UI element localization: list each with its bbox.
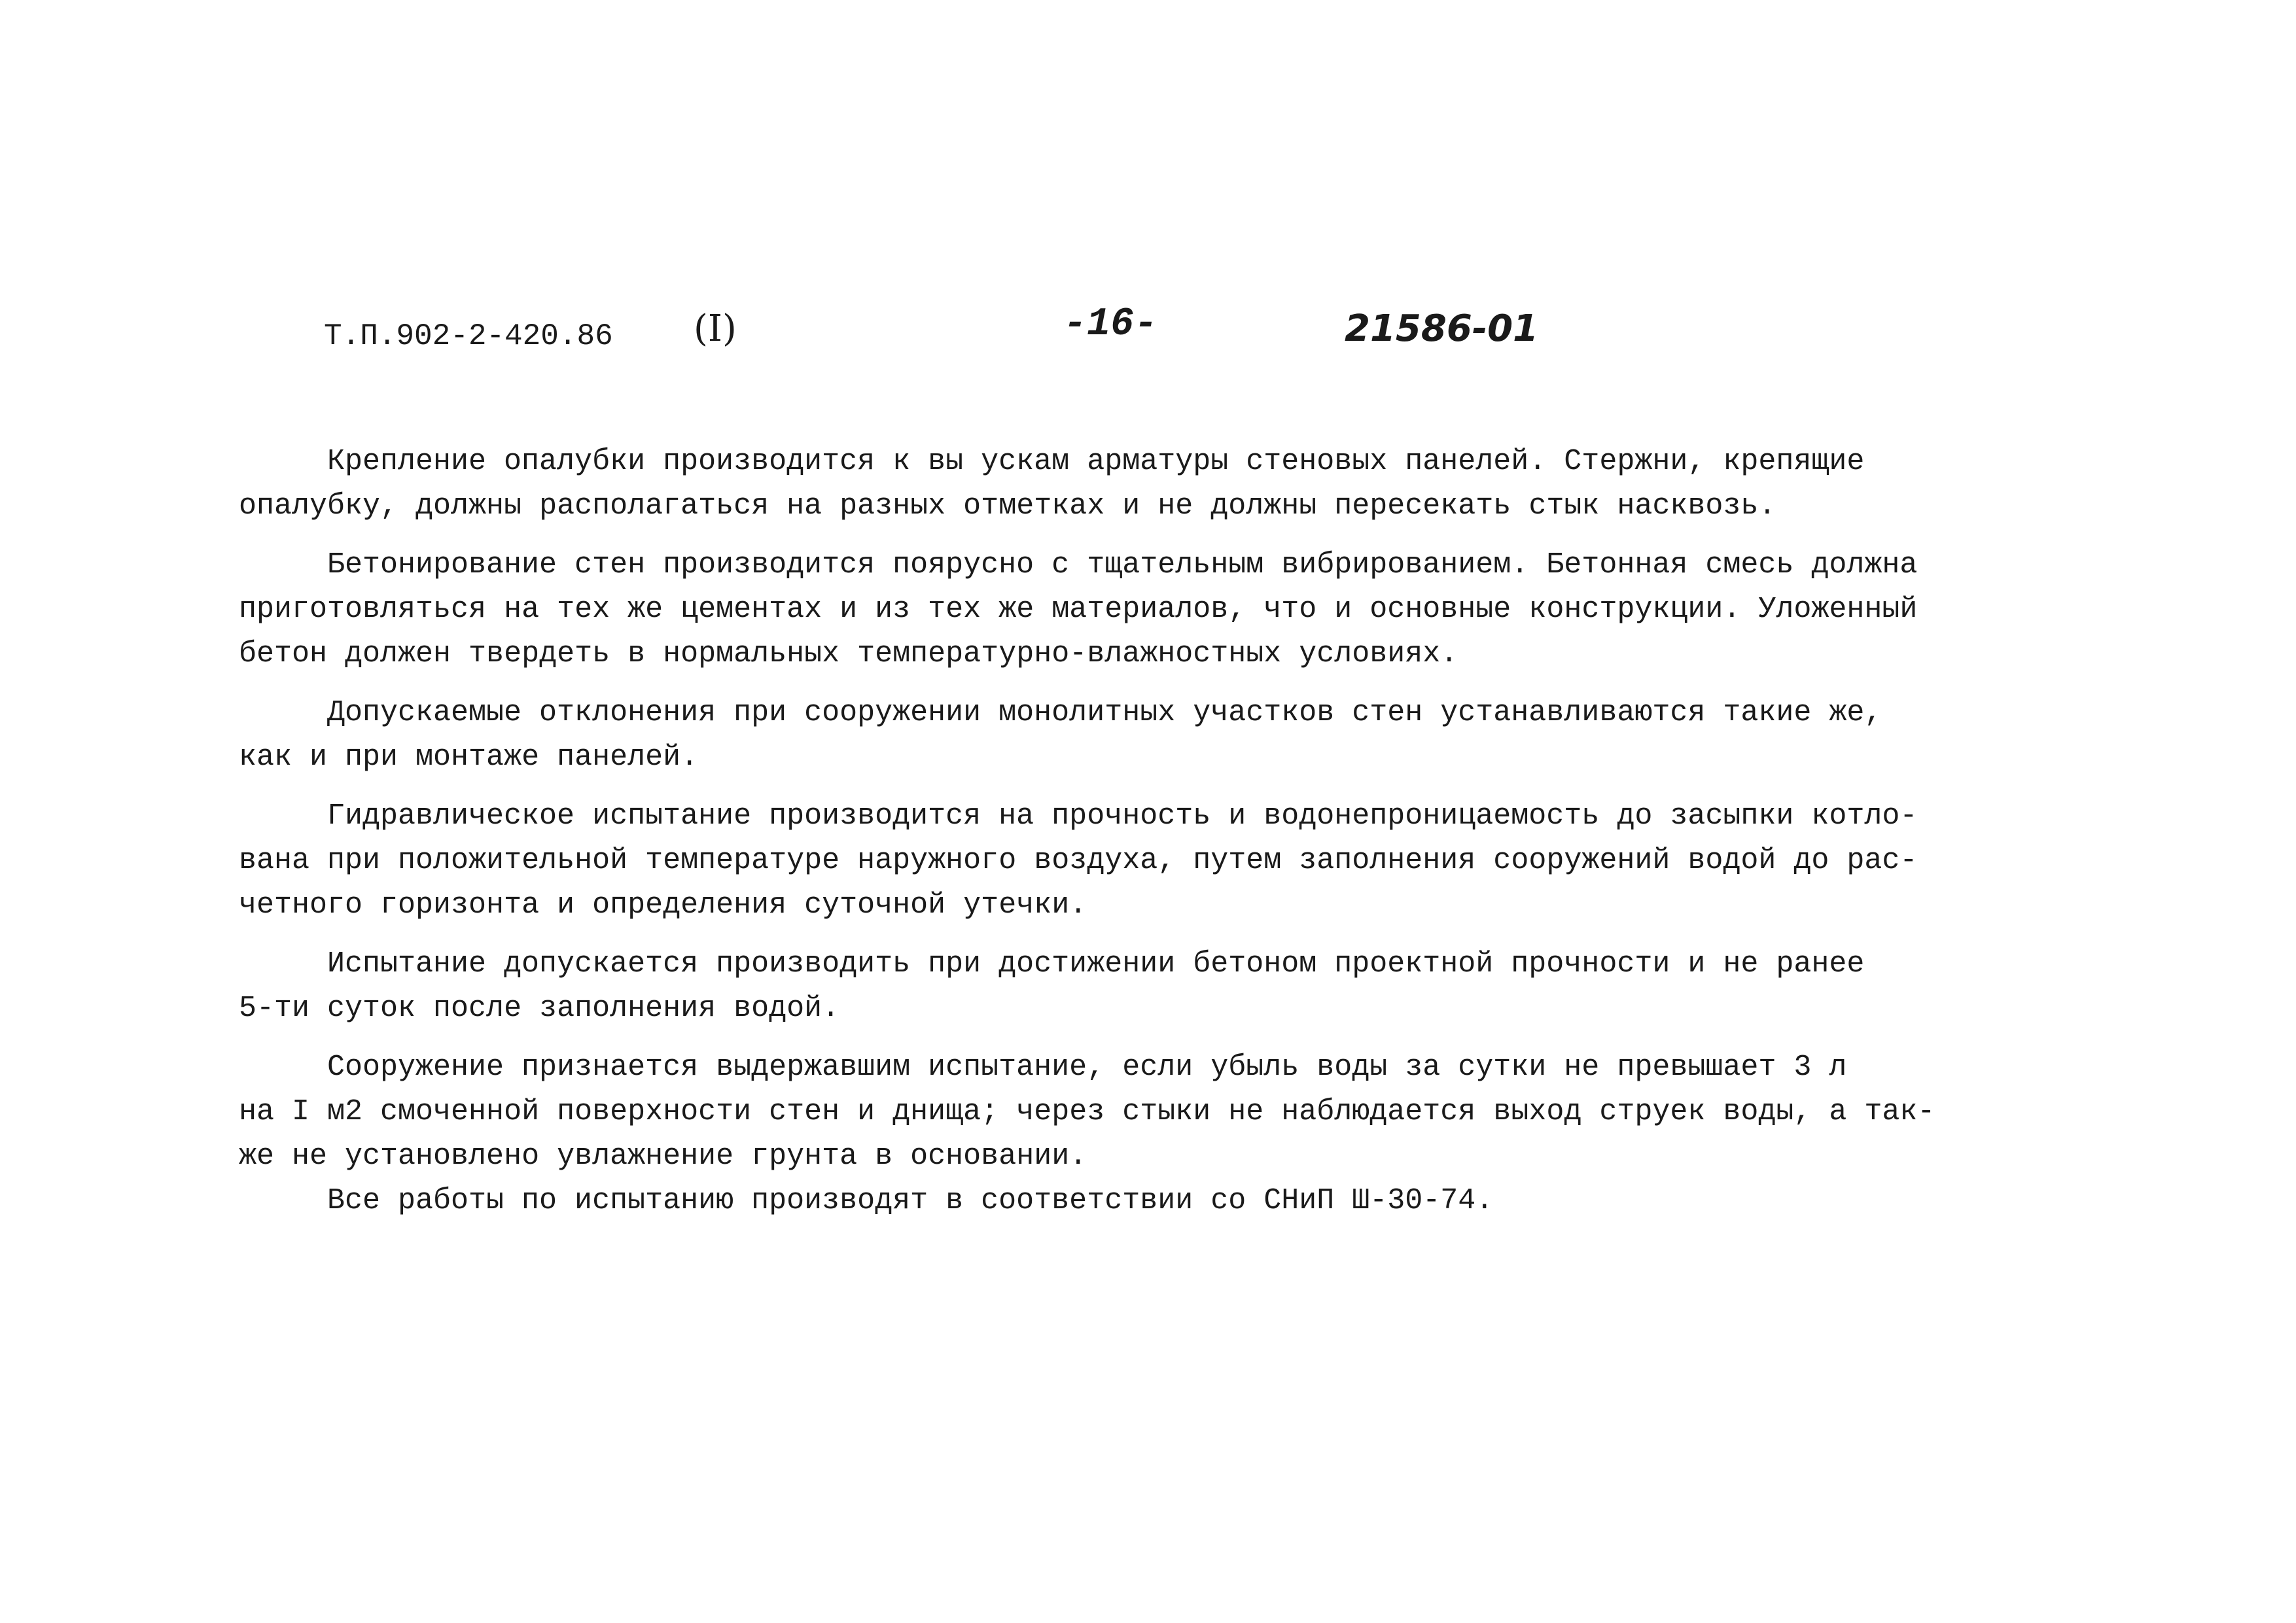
issue-mark: (I) <box>694 307 737 350</box>
text-line: вана при положительной температуре наружного воздуха, путем заполнения сооружений водой до рас- <box>239 844 1918 877</box>
archive-number: 21586-01 <box>1345 307 1538 350</box>
text-line: Испытание допускается производить при достижении бетоном проектной прочности и не ранее <box>327 947 1865 981</box>
paragraph-formwork-fastening <box>239 440 2019 529</box>
page-number: -16- <box>1063 302 1158 347</box>
text-line: четного горизонта и определения суточной утечки. <box>239 888 1087 922</box>
paragraph-tolerances <box>239 691 2019 780</box>
text-line: 5-ти суток после заполнения водой. <box>239 992 840 1025</box>
text-line: Крепление опалубки производится к вы ускам арматуры стеновых панелей. Стержни, крепящие <box>327 445 1865 478</box>
text-line: же не установлено увлажнение грунта в основании. <box>239 1140 1087 1173</box>
text-line: Все работы по испытанию производят в соответствии со СНиП Ш-30-74. <box>327 1184 1494 1217</box>
document-code: Т.П.902-2-420.86 <box>324 319 613 353</box>
text-line: как и при монтаже панелей. <box>239 741 699 774</box>
text-line: Гидравлическое испытание производится на прочность и водонепроницаемость до засыпки котло- <box>327 799 1918 833</box>
text-line: Сооружение признается выдержавшим испытание, если убыль воды за сутки не превышает 3 л <box>327 1051 1847 1084</box>
body-text <box>239 440 2019 1238</box>
text-line: приготовляться на тех же цементах и из тех же материалов, что и основные конструкции. Уложенный <box>239 593 1918 626</box>
text-line: Допускаемые отклонения при сооружении монолитных участков стен устанавливаются такие же, <box>327 696 1882 729</box>
page-header <box>0 302 2296 373</box>
paragraph-concreting <box>239 543 2019 676</box>
text-line: на I м2 смоченной поверхности стен и днища; через стыки не наблюдается выход струек воды, а так- <box>239 1095 1935 1128</box>
text-line: Бетонирование стен производится поярусно с тщательным вибрированием. Бетонная смесь должна <box>327 548 1918 582</box>
paragraph-hydraulic-test <box>239 794 2019 928</box>
text-line: опалубку, должны располагаться на разных отметках и не должны пересекать стык насквозь. <box>239 489 1776 523</box>
paragraph-acceptance-criteria <box>239 1045 2019 1179</box>
paragraph-standards-reference <box>239 1179 2019 1223</box>
text-line: бетон должен твердеть в нормальных температурно-влажностных условиях. <box>239 637 1458 671</box>
paragraph-test-conditions <box>239 942 2019 1031</box>
